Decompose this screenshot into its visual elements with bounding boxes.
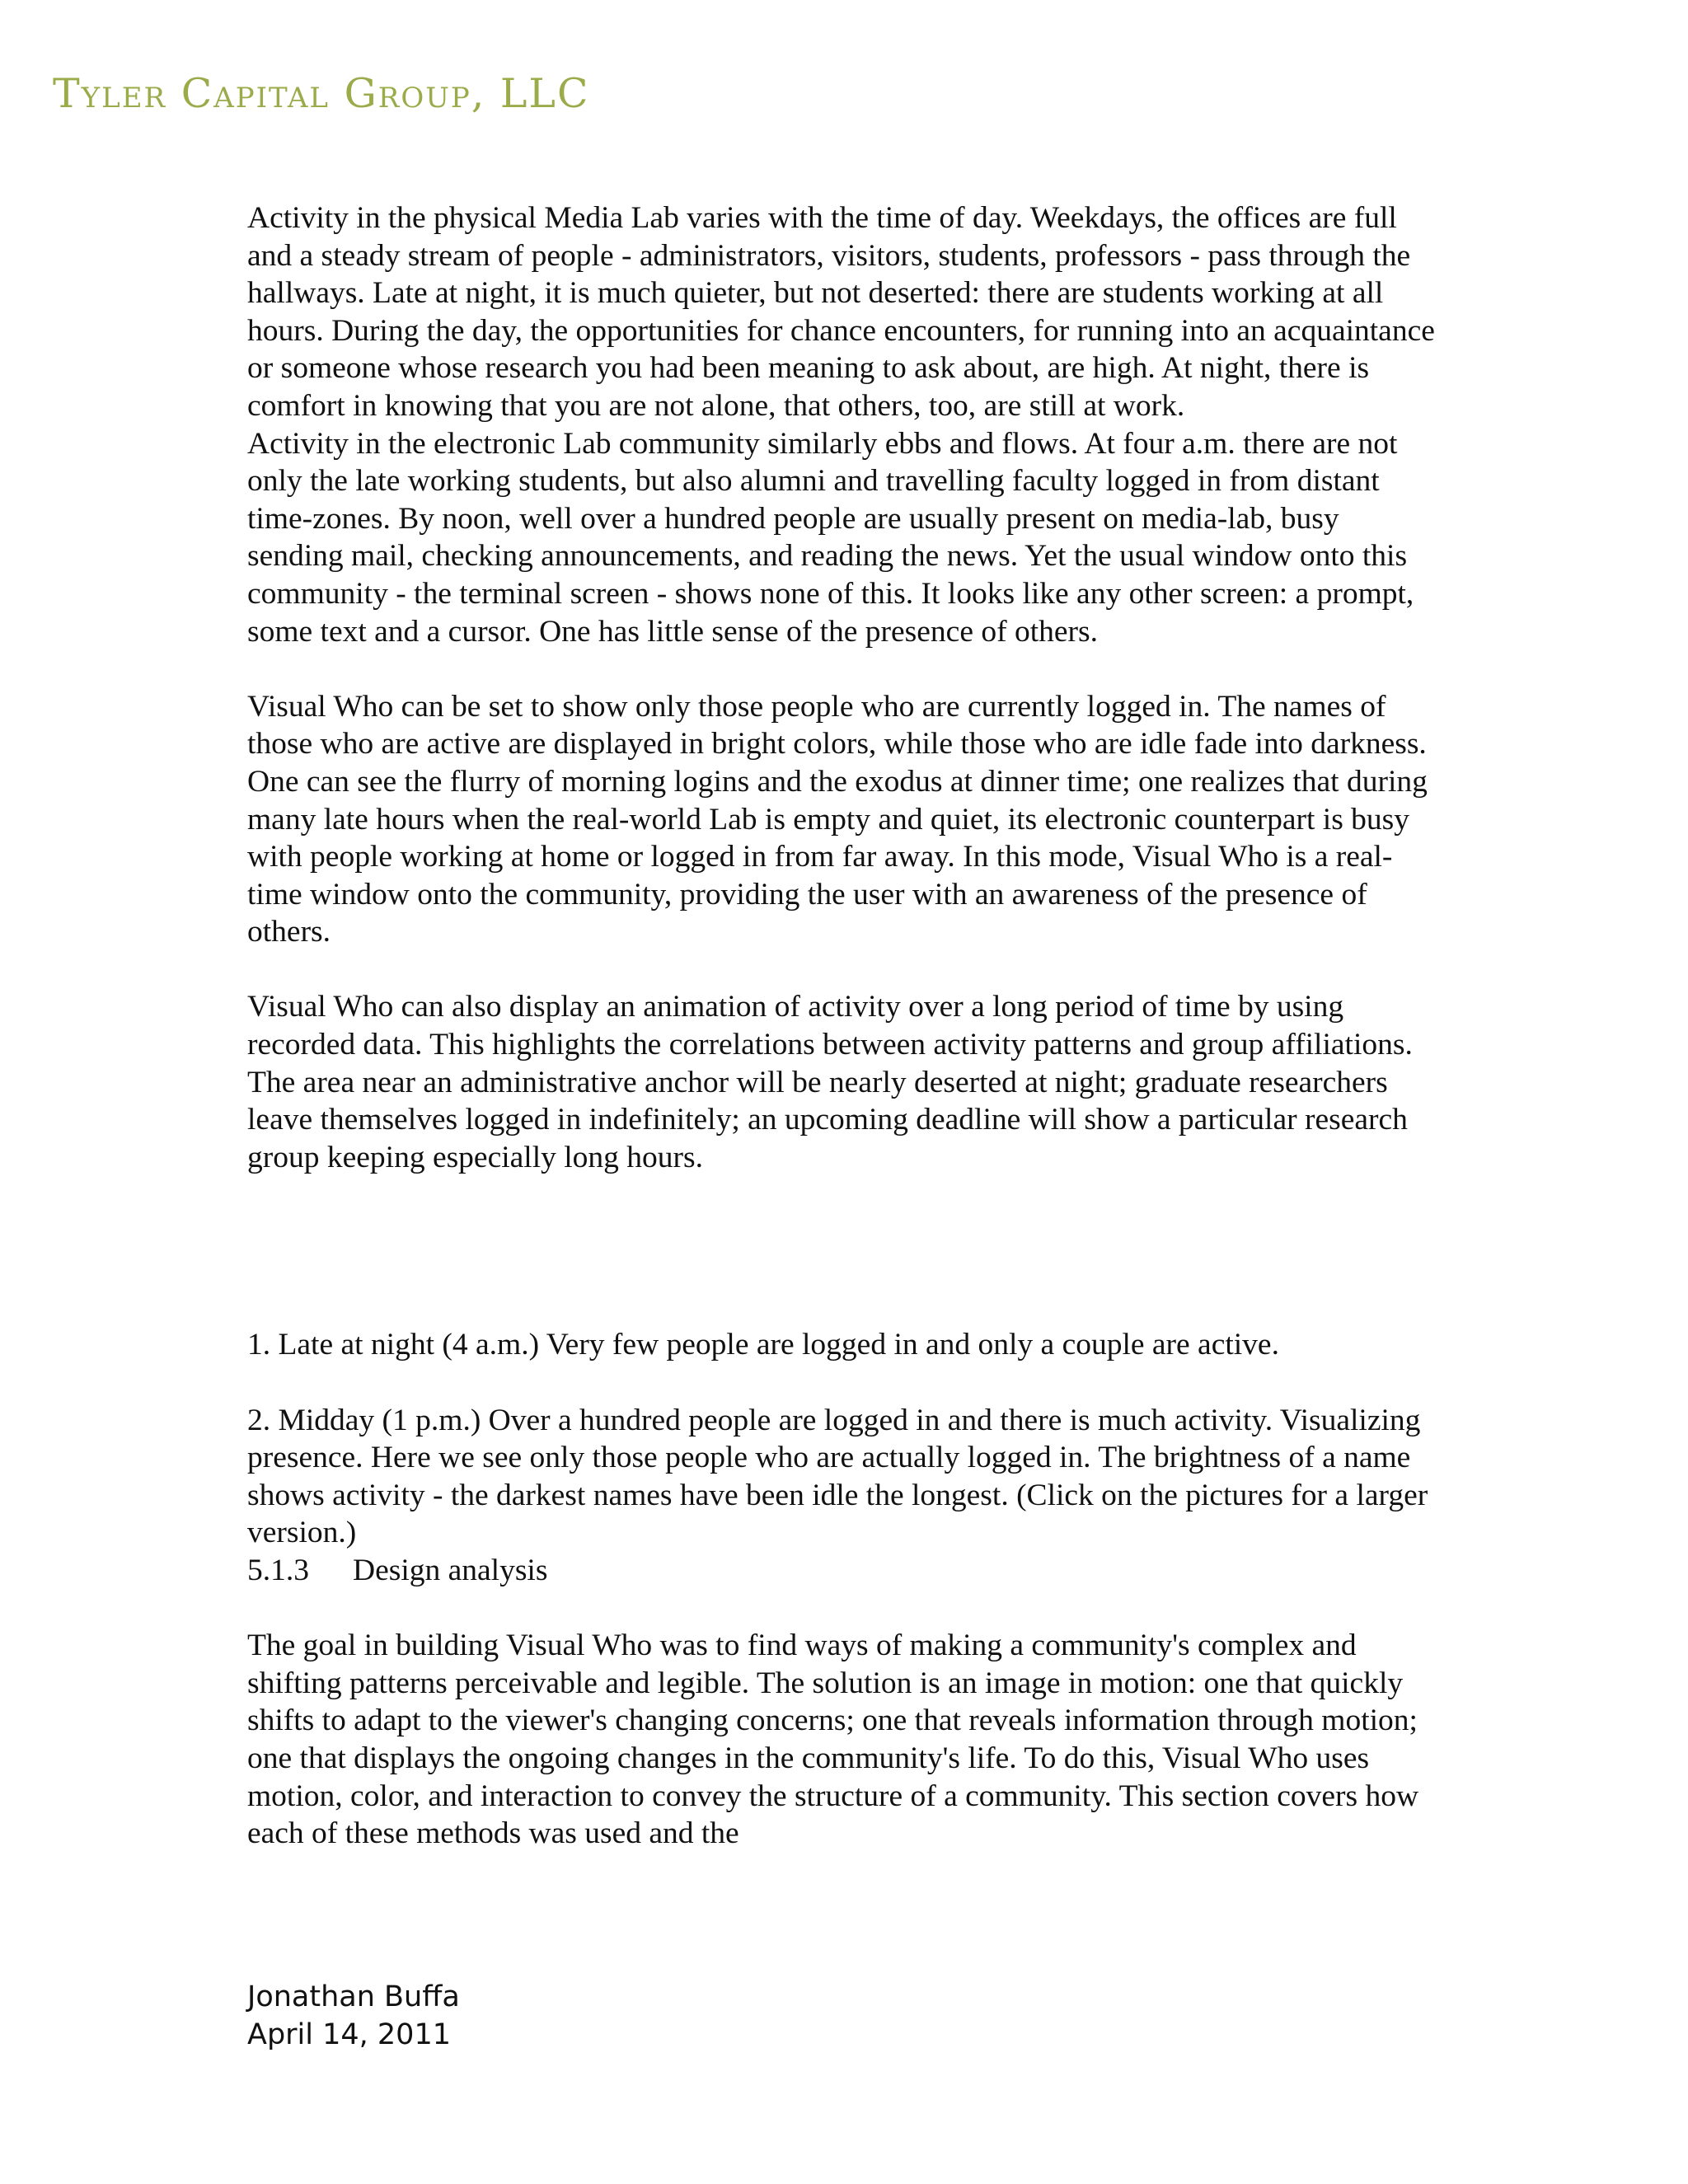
figure-gap [247,1176,1442,1326]
paragraph-visual-who-realtime: Visual Who can be set to show only those people who are currently logged in. The names of those who are active are displayed in bright colors, while those who are idle fade into darkness. One can see the flurry of morning logins and the exodus at dinner time; one realizes that during many late hours when the real-world Lab is empty and quiet, its electronic counterpart is busy with people working at home or logged in from far away. In this mode, Visual Who is a real-time window onto the community, providing the user with an awareness of the presence of others. [247,689,1428,949]
paragraph-spacer [247,951,1442,989]
document-date: April 14, 2011 [247,2018,451,2051]
paragraph-physical-lab: Activity in the physical Media Lab varies with the time of day. Weekdays, the offices are full and a steady stream of people - administrators, visitors, students, professors - pass through the hallways. Late at night, it is much quieter, but not deserted: there are students working at all hours. During the day, the opportunities for chance encounters, for running into an acquaintance or someone whose research you had been meaning to ask about, are high. At night, there is comfort in knowing that you are not alone, that others, too, are still at work. [247,201,1435,423]
company-header: Tyler Capital Group, LLC [53,70,590,117]
paragraph-spacer [247,1590,1442,1628]
section-heading [247,1552,1442,1590]
section-number: 5.1.3 [247,1554,309,1587]
paragraph-design-analysis: The goal in building Visual Who was to find ways of making a community's complex and shifting patterns perceivable and legible. The solution is an image in motion: one that quickly shifts to adapt to the viewer's changing concerns; one that reveals information through motion; one that displays the ongoing changes in the community's life. To do this, Visual Who uses motion, color, and interaction to convey the structure of a community. This section covers how each of these methods was used and the [247,1629,1419,1851]
paragraph-visual-who-animation: Visual Who can also display an animation of activity over a long period of time by using recorded data. This highlights the correlations between activity patterns and group affiliations. The area near an administrative anchor will be nearly deserted at night; graduate researchers leave themselves logged in indefinitely; an upcoming deadline will show a particular research group keeping especially long hours. [247,990,1413,1174]
figure-caption-midday: 2. Midday (1 p.m.) Over a hundred people are logged in and there is much activity. Visualizing presence. Here we see only those people who are actually logged in. The brightness of a name shows activity - the darkest names have been idle the longest. (Click on the pictures for a larger version.) [247,1403,1428,1550]
paragraph-spacer [247,650,1442,688]
document-body [247,199,1442,1853]
signature-block [247,1978,460,2054]
author-name: Jonathan Buffa [247,1980,460,2013]
paragraph-spacer [247,1364,1442,1402]
paragraph-electronic-lab: Activity in the electronic Lab community similarly ebbs and flows. At four a.m. there are not only the late working students, but also alumni and travelling faculty logged in from distant time-zones. By noon, well over a hundred people are usually present on media-lab, busy sending mail, checking announcements, and reading the news. Yet the usual window onto this community - the terminal screen - shows none of this. It looks like any other screen: a prompt, some text and a cursor. One has little sense of the presence of others. [247,426,1414,649]
figure-caption-late-night: 1. Late at night (4 a.m.) Very few people are logged in and only a couple are active. [247,1328,1279,1362]
section-title: Design analysis [353,1554,548,1587]
